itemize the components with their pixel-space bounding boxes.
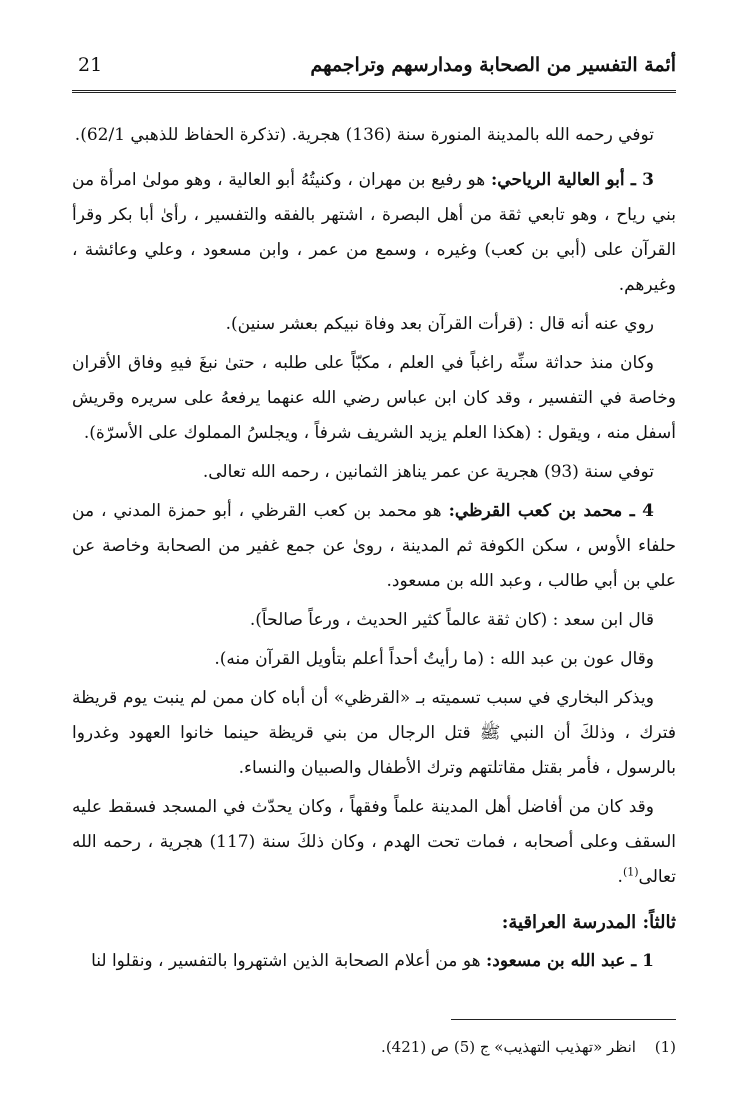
paragraph: وقال عون بن عبد الله : (ما رأيتُ أحداً أعلم بتأويل القرآن منه). (214, 649, 654, 669)
paragraph (72, 790, 676, 895)
paragraph-end: . (617, 867, 623, 887)
paragraph: وكان منذ حداثة سنِّه راغباً في العلم ، مكبّاً على طلبه ، حتىٰ نبغَ فيهِ وفاق الأقران وخاصة في التفسير ، وقد كان ابن عباس رضي الله عنهما يرفعهُ على سريره وقريش أسفل منه ، ويقول : (هكذا العلم يزيد الشريف شرفاً ، ويجلسُ المملوك على الأسرّة). (72, 353, 676, 443)
running-header (72, 50, 676, 86)
entry-text: هو من أعلام الصحابة الذين اشتهروا بالتفسير ، ونقلوا لنا (91, 951, 486, 971)
entry-name: 4 ـ محمد بن كعب القرظي: (448, 501, 655, 521)
paragraph: روي عنه أنه قال : (قرأت القرآن بعد وفاة نبيكم بعشر سنين). (225, 314, 654, 334)
entry-text: هو رفيع بن مهران ، وكنيتُهُ أبو العالية ، وهو مولىٰ امرأة من بني رياح ، وهو تابعي ثقة من أهل البصرة ، اشتهر بالفقه والتفسير ، رأىٰ أبا بكر وقرأ القرآن على (أبي بن كعب) وغيره ، وسمع من عمر ، وابن مسعود ، وعلي وعائشة ، وغيرهم. (72, 170, 676, 295)
section-heading: ثالثاً: المدرسة العراقية: (501, 912, 676, 933)
paragraph (72, 944, 676, 979)
entry-name: 1 ـ عبد الله بن مسعود: (485, 951, 654, 971)
footnote-text: انظر «تهذيب التهذيب» ج (5) ص (421). (381, 1038, 636, 1056)
paragraph: قال ابن سعد : (كان ثقة عالماً كثير الحديث ، ورعاً صالحاً). (249, 610, 654, 630)
paragraph: ويذكر البخاري في سبب تسميته بـ «القرظي» أن أباه كان ممن لم ينبت يوم قريظة فترك ، وذلكَ أن النبي ﷺ قتل الرجال من بني قريظة حينما خانوا العهود وغدروا بالرسول ، فأمر بقتل مقاتلتهم وترك الأطفال والصبيان والنساء. (72, 688, 676, 778)
footnote (72, 1038, 676, 1056)
footnote-ref[interactable]: (1) (622, 865, 639, 879)
footnote-number: (1) (654, 1038, 676, 1056)
header-title: أئمة التفسير من الصحابة ومدارسهم وتراجمهم (310, 54, 676, 76)
main-text (72, 118, 676, 979)
paragraph (72, 163, 676, 303)
paragraph-text: وقد كان من أفاضل أهل المدينة علماً وفقهاً ، وكان يحدّث في المسجد فسقط عليه السقف وعلى أصحابه ، فمات تحت الهدم ، وكان ذلكَ سنة (117) هجرية ، رحمه الله تعالى (72, 797, 676, 887)
entry-name: 3 ـ أبو العالية الرياحي: (491, 170, 654, 190)
header-divider (72, 90, 676, 93)
paragraph: توفي رحمه الله بالمدينة المنورة سنة (136) هجرية. (تذكرة الحفاظ للذهبي 62/1). (74, 125, 654, 145)
paragraph (72, 494, 676, 599)
paragraph: توفي سنة (93) هجرية عن عمر يناهز الثمانين ، رحمه الله تعالى. (202, 462, 654, 482)
footnote-divider (451, 1019, 676, 1020)
page-number: 21 (78, 54, 103, 76)
entry-text: هو محمد بن كعب القرظي ، أبو حمزة المدني ، من حلفاء الأوس ، سكن الكوفة ثم المدينة ، روىٰ عن جمع غفير من الصحابة وخاصة عن علي بن أبي طالب ، وعبد الله بن مسعود. (72, 501, 676, 591)
